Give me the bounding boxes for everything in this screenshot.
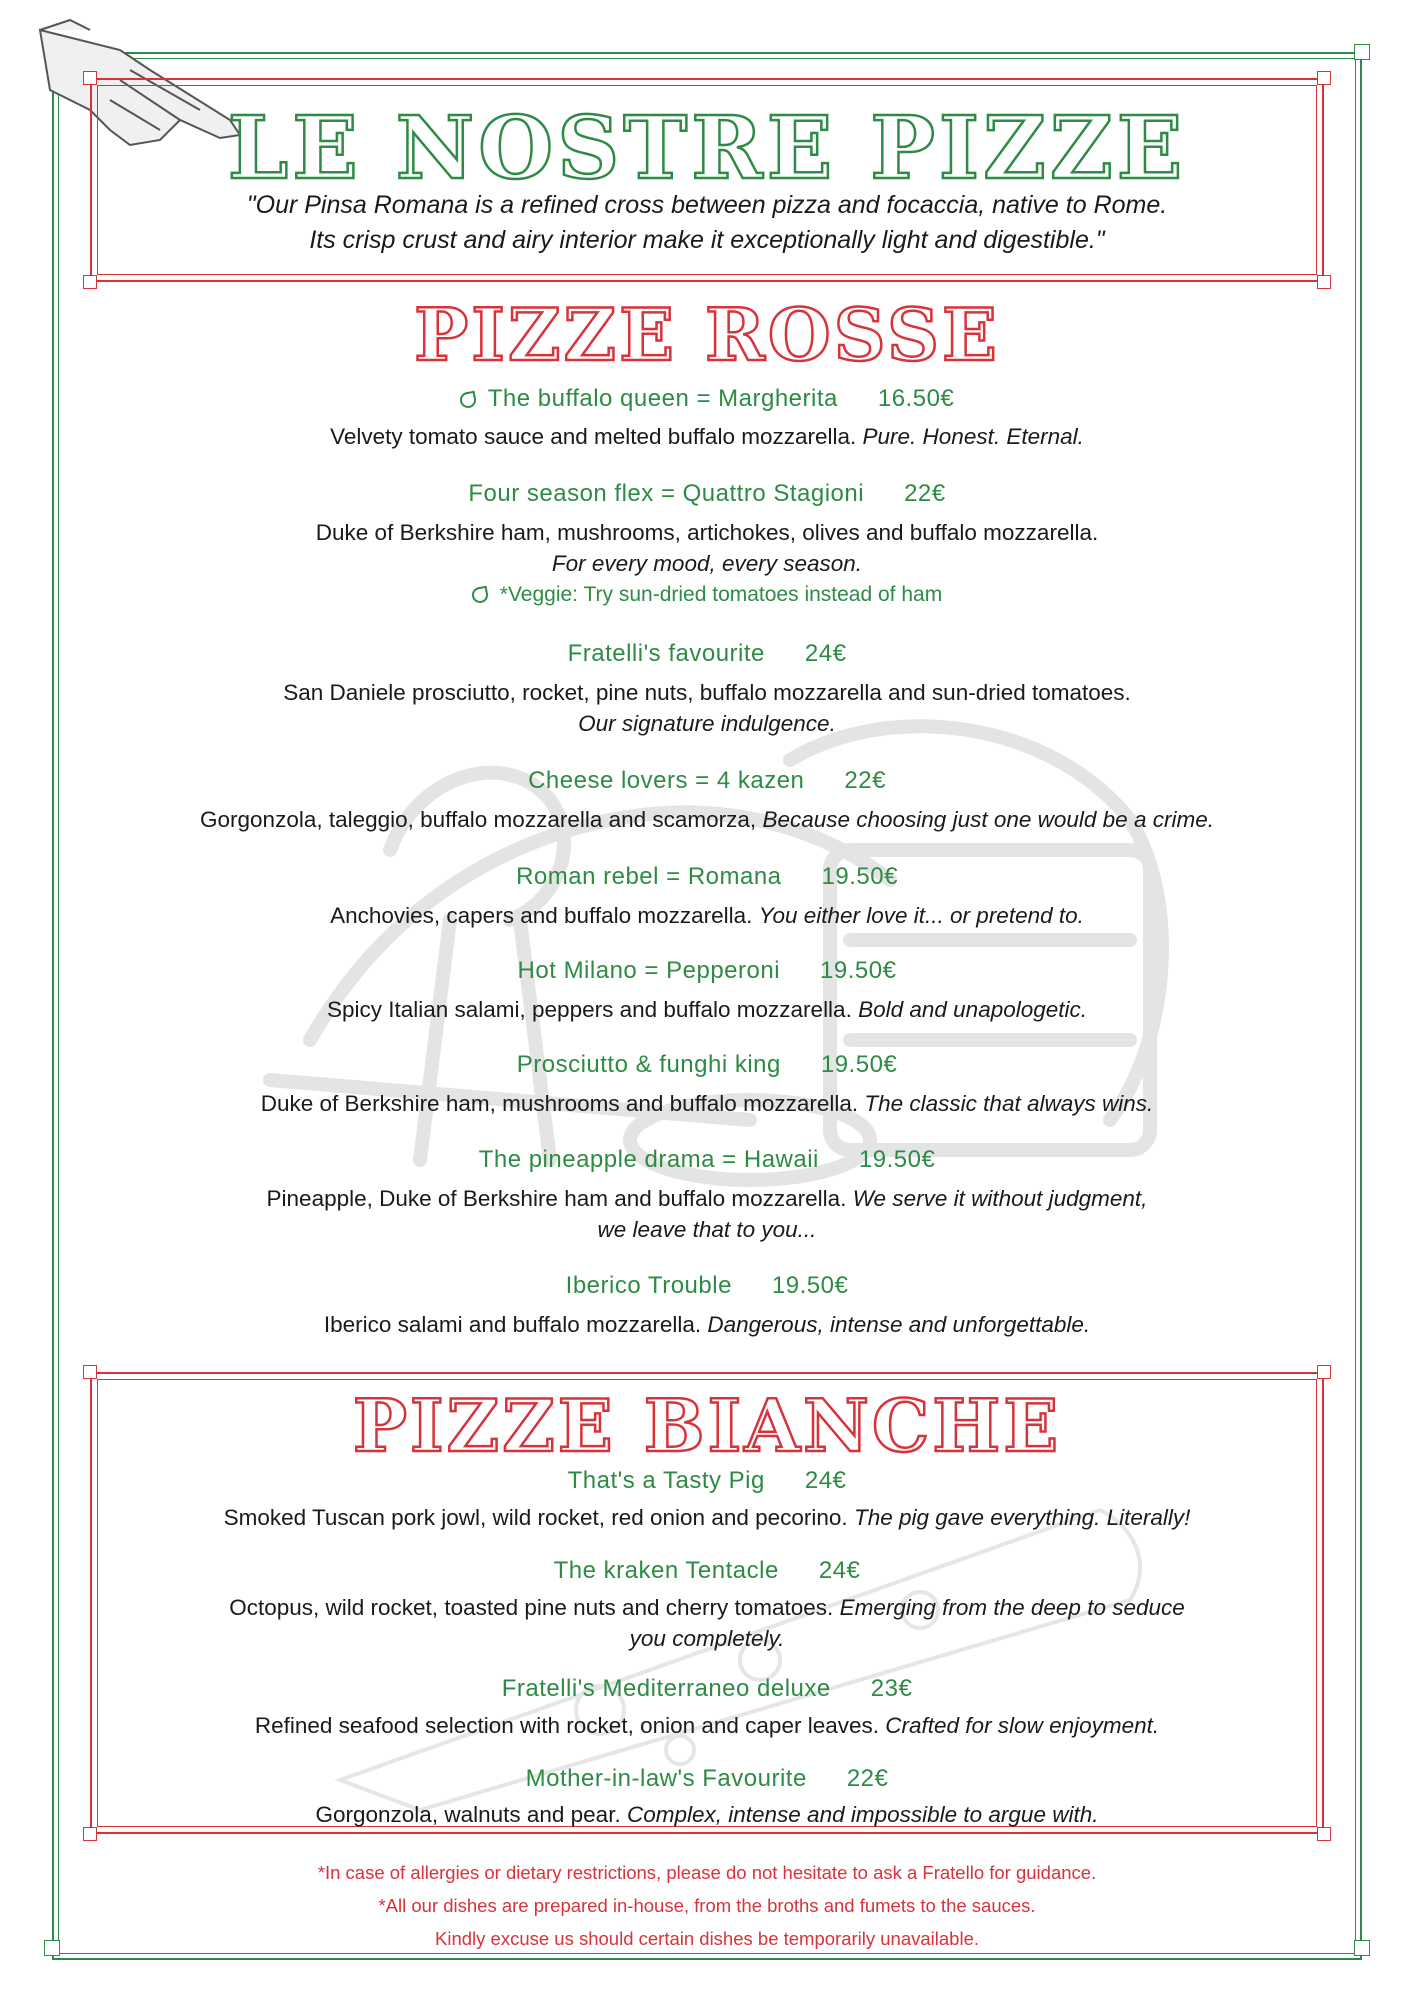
menu-item-desc — [90, 1088, 1324, 1119]
menu-item-name — [0, 957, 1414, 985]
desc-text: San Daniele prosciutto, rocket, pine nuts, buffalo mozzarella and sun-dried tomatoes. — [283, 680, 1131, 705]
footnote-inhouse: *All our dishes are prepared in-house, from the broths and fumets to the sauces. — [378, 1895, 1036, 1916]
menu-item-desc — [90, 994, 1324, 1025]
desc-text: Velvety tomato sauce and melted buffalo mozzarella. — [330, 424, 857, 449]
item-title: Mother-in-law's Favourite — [525, 1765, 807, 1792]
item-price: 24€ — [818, 1557, 861, 1584]
menu-item-desc — [90, 1309, 1324, 1340]
section-title-bianche: PIZZE BIANCHE — [352, 1383, 1062, 1468]
menu-item-desc — [90, 1592, 1324, 1654]
menu-item-desc — [60, 804, 1354, 835]
desc-tagline: Because choosing just one would be a crime. — [762, 807, 1214, 832]
menu-item-name — [0, 863, 1414, 891]
desc-tagline: Our signature indulgence. — [578, 711, 836, 736]
menu-item-name — [0, 1146, 1414, 1174]
menu-item-desc — [90, 677, 1324, 739]
desc-text: Spicy Italian salami, peppers and buffalo mozzarella. — [326, 997, 852, 1022]
menu-item-name — [0, 1765, 1414, 1793]
frame-corner — [1317, 275, 1331, 289]
item-price: 24€ — [804, 1467, 847, 1494]
desc-tagline: The pig gave everything. Literally! — [853, 1505, 1191, 1530]
desc-text: Refined seafood selection with rocket, onion and caper leaves. — [254, 1713, 879, 1738]
desc-tagline: The classic that always wins. — [864, 1091, 1154, 1116]
item-price: 23€ — [870, 1675, 913, 1702]
item-price: 19.50€ — [820, 957, 897, 984]
intro-line: "Our Pinsa Romana is a refined cross between pizza and focaccia, native to Rome. — [246, 191, 1168, 219]
menu-item-desc — [90, 1710, 1324, 1741]
intro-text — [100, 188, 1314, 258]
desc-tagline: Pure. Honest. Eternal. — [862, 424, 1084, 449]
page-title: LE NOSTRE PIZZE — [227, 98, 1187, 199]
item-title: That's a Tasty Pig — [567, 1467, 765, 1494]
menu-item-desc — [90, 900, 1324, 931]
veggie-note — [0, 583, 1414, 607]
menu-item-name — [0, 640, 1414, 668]
section-title-rosse: PIZZE ROSSE — [414, 292, 1000, 377]
frame-corner — [1354, 44, 1370, 60]
item-title: Hot Milano = Pepperoni — [517, 957, 781, 984]
desc-text: Gorgonzola, walnuts and pear. — [315, 1802, 621, 1827]
desc-tagline: Complex, intense and impossible to argue with. — [626, 1802, 1099, 1827]
menu-item-name — [0, 480, 1414, 508]
item-title: Cheese lovers = 4 kazen — [528, 767, 805, 794]
item-title: Fratelli's Mediterraneo deluxe — [501, 1675, 831, 1702]
item-title: Prosciutto & funghi king — [516, 1051, 781, 1078]
desc-text: Pineapple, Duke of Berkshire ham and buffalo mozzarella. — [266, 1186, 847, 1211]
menu-item-name — [0, 1272, 1414, 1300]
desc-text: Anchovies, capers and buffalo mozzarella. — [330, 903, 753, 928]
frame-corner — [83, 275, 97, 289]
desc-tagline: You either love it... or pretend to. — [758, 903, 1084, 928]
item-price: 19.50€ — [771, 1272, 849, 1299]
desc-tagline: For every mood, every season. — [551, 551, 863, 576]
desc-tagline: Bold and unapologetic. — [858, 997, 1088, 1022]
desc-text: Octopus, wild rocket, toasted pine nuts and cherry tomatoes. — [229, 1595, 834, 1620]
item-title: Fratelli's favourite — [567, 640, 765, 667]
item-price: 22€ — [846, 1765, 889, 1792]
desc-tagline: Crafted for slow enjoyment. — [885, 1713, 1160, 1738]
item-title: Iberico Trouble — [565, 1272, 732, 1299]
item-title: The kraken Tentacle — [553, 1557, 779, 1584]
item-title: Four season flex = Quattro Stagioni — [468, 480, 865, 507]
menu-item-name — [0, 1467, 1414, 1495]
frame-corner — [83, 71, 97, 85]
desc-tagline: Dangerous, intense and unforgettable. — [707, 1312, 1091, 1337]
desc-text: Smoked Tuscan pork jowl, wild rocket, red onion and pecorino. — [223, 1505, 848, 1530]
menu-item-name — [0, 1051, 1414, 1079]
item-title: The buffalo queen = Margherita — [487, 385, 838, 412]
desc-text: Duke of Berkshire ham, mushrooms and buffalo mozzarella. — [260, 1091, 859, 1116]
desc-tagline: Emerging from the deep to seduce — [839, 1595, 1185, 1620]
menu-item-name — [0, 767, 1414, 795]
veggie-leaf-icon — [458, 391, 477, 410]
desc-text: Iberico salami and buffalo mozzarella. — [323, 1312, 702, 1337]
item-price: 19.50€ — [821, 863, 898, 890]
desc-tagline: We serve it without judgment, — [852, 1186, 1148, 1211]
intro-line: Its crisp crust and airy interior make it exceptionally light and digestible." — [309, 226, 1105, 254]
menu-item-desc — [90, 517, 1324, 579]
menu-item-desc — [90, 1799, 1324, 1830]
item-price: 16.50€ — [877, 385, 955, 412]
item-price: 22€ — [844, 767, 886, 794]
menu-item-name — [0, 1557, 1414, 1585]
menu-item-desc — [90, 1502, 1324, 1533]
footnote-allergies: *In case of allergies or dietary restrictions, please do not hesitate to ask a Fratello for guidance. — [317, 1862, 1097, 1883]
menu-item-desc — [90, 421, 1324, 452]
frame-corner — [83, 1365, 97, 1379]
veggie-leaf-icon — [471, 586, 490, 605]
menu-item-name — [0, 1675, 1414, 1703]
item-price: 24€ — [804, 640, 847, 667]
desc-tagline: you completely. — [629, 1626, 785, 1651]
desc-text: Gorgonzola, taleggio, buffalo mozzarella and scamorza, — [200, 807, 757, 832]
menu-item-desc — [90, 1183, 1324, 1245]
item-title: The pineapple drama = Hawaii — [478, 1146, 819, 1173]
item-price: 19.50€ — [858, 1146, 936, 1173]
veggie-text: *Veggie: Try sun-dried tomatoes instead of ham — [499, 583, 943, 606]
item-price: 19.50€ — [820, 1051, 898, 1078]
footnote-availability: Kindly excuse us should certain dishes be temporarily unavailable. — [435, 1928, 979, 1949]
item-title: Roman rebel = Romana — [516, 863, 782, 890]
desc-text: Duke of Berkshire ham, mushrooms, artichokes, olives and buffalo mozzarella. — [315, 520, 1099, 545]
desc-tagline: we leave that to you... — [597, 1217, 817, 1242]
item-price: 22€ — [904, 480, 946, 507]
frame-corner — [1317, 1365, 1331, 1379]
frame-corner — [1317, 71, 1331, 85]
menu-item-name — [0, 385, 1414, 413]
